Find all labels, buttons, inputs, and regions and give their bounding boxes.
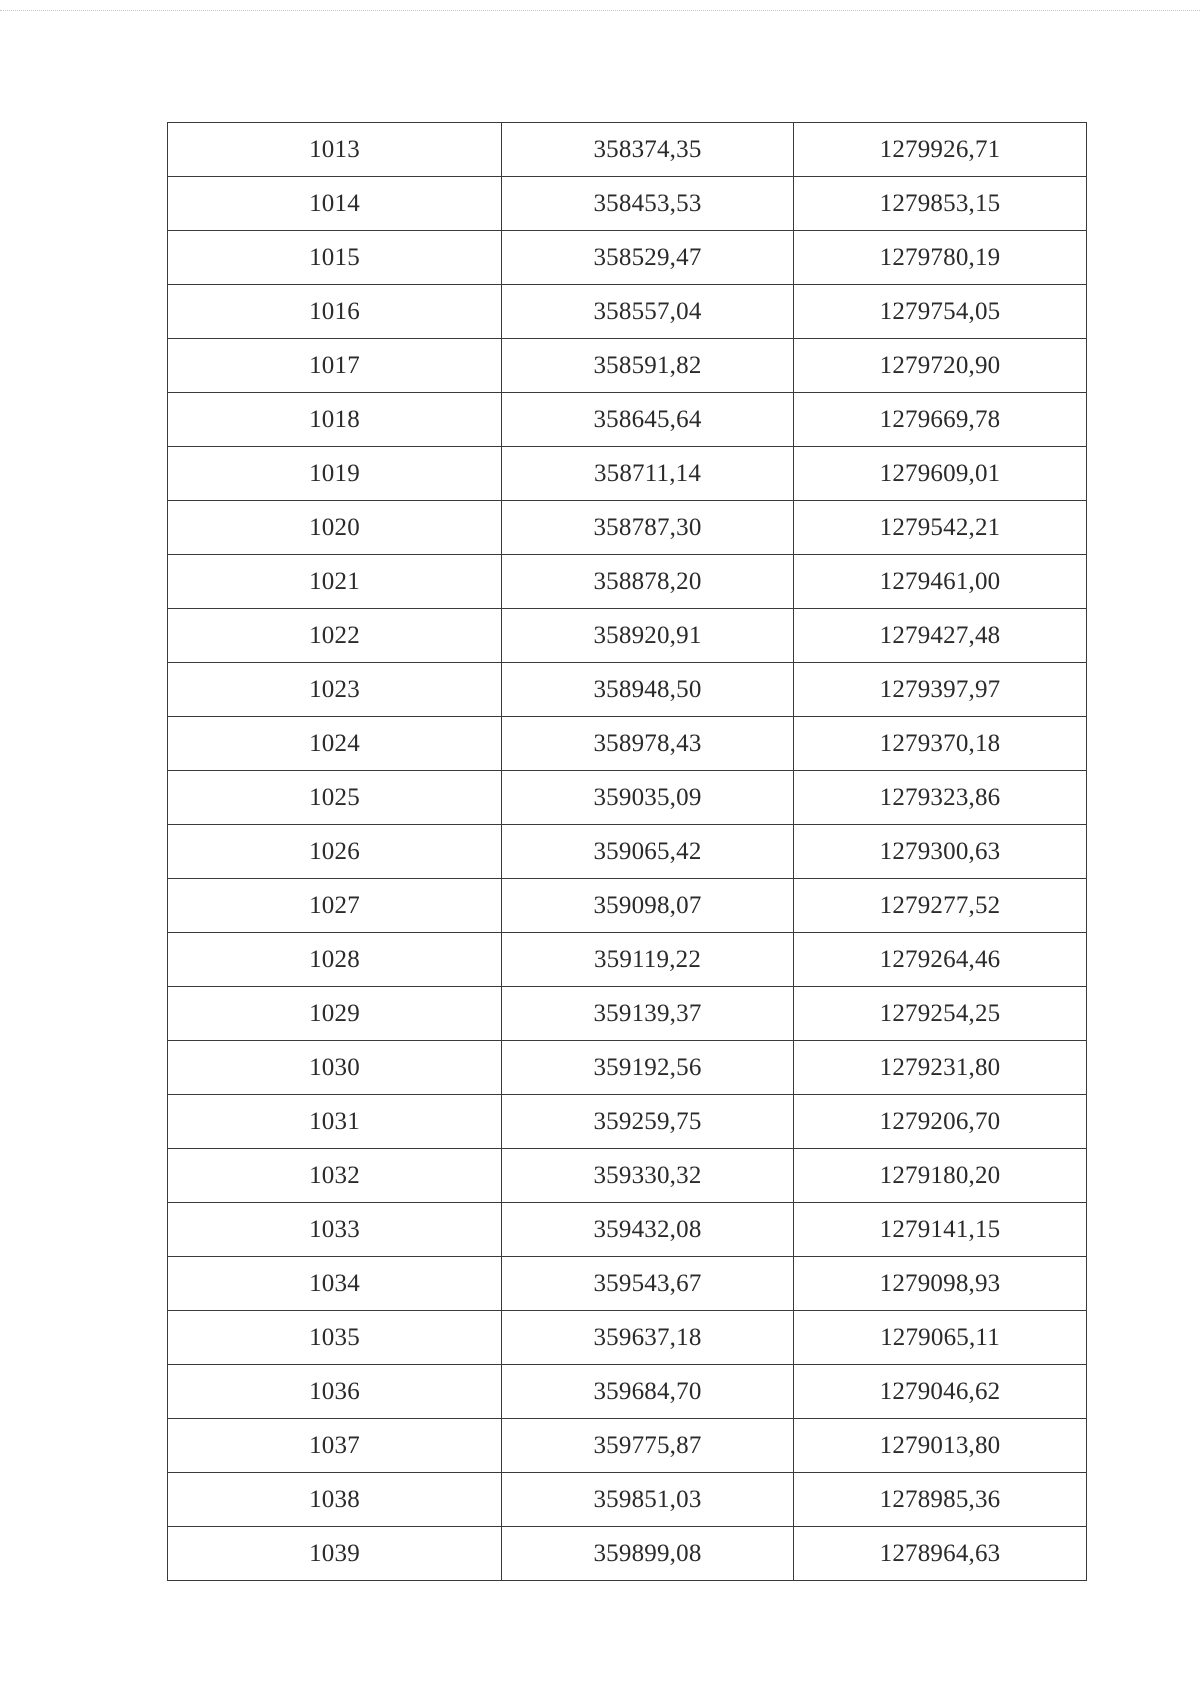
point-number-cell: 1014 [168,177,502,231]
y-coordinate-cell: 1279065,11 [794,1311,1087,1365]
point-number-cell: 1026 [168,825,502,879]
y-coordinate-cell: 1279669,78 [794,393,1087,447]
point-number-cell: 1039 [168,1527,502,1581]
point-number-cell: 1013 [168,123,502,177]
point-number-cell: 1038 [168,1473,502,1527]
point-number-cell: 1032 [168,1149,502,1203]
point-number-cell: 1030 [168,1041,502,1095]
x-coordinate-cell: 359432,08 [502,1203,794,1257]
table-row [168,879,1087,933]
y-coordinate-cell: 1279609,01 [794,447,1087,501]
point-number-cell: 1016 [168,285,502,339]
y-coordinate-cell: 1279206,70 [794,1095,1087,1149]
point-number-cell: 1031 [168,1095,502,1149]
table-row [168,609,1087,663]
x-coordinate-cell: 359259,75 [502,1095,794,1149]
table-row [168,1041,1087,1095]
y-coordinate-cell: 1279013,80 [794,1419,1087,1473]
x-coordinate-cell: 359065,42 [502,825,794,879]
y-coordinate-cell: 1279461,00 [794,555,1087,609]
x-coordinate-cell: 358453,53 [502,177,794,231]
table-row [168,555,1087,609]
x-coordinate-cell: 358591,82 [502,339,794,393]
table-row [168,1311,1087,1365]
point-number-cell: 1028 [168,933,502,987]
table-row [168,1419,1087,1473]
table-row [168,771,1087,825]
table-row [168,987,1087,1041]
table-row [168,825,1087,879]
x-coordinate-cell: 359119,22 [502,933,794,987]
point-number-cell: 1019 [168,447,502,501]
x-coordinate-cell: 358645,64 [502,393,794,447]
x-coordinate-cell: 359684,70 [502,1365,794,1419]
y-coordinate-cell: 1279542,21 [794,501,1087,555]
x-coordinate-cell: 359330,32 [502,1149,794,1203]
table-row [168,447,1087,501]
point-number-cell: 1020 [168,501,502,555]
table-row [168,231,1087,285]
point-number-cell: 1021 [168,555,502,609]
x-coordinate-cell: 358920,91 [502,609,794,663]
table-row [168,339,1087,393]
x-coordinate-cell: 359035,09 [502,771,794,825]
table-row [168,501,1087,555]
table-row [168,663,1087,717]
y-coordinate-cell: 1278985,36 [794,1473,1087,1527]
x-coordinate-cell: 359192,56 [502,1041,794,1095]
table-row [168,933,1087,987]
y-coordinate-cell: 1279780,19 [794,231,1087,285]
point-number-cell: 1034 [168,1257,502,1311]
table-row [168,1203,1087,1257]
point-number-cell: 1035 [168,1311,502,1365]
y-coordinate-cell: 1279254,25 [794,987,1087,1041]
coordinates-table [167,122,1087,1581]
y-coordinate-cell: 1279277,52 [794,879,1087,933]
point-number-cell: 1018 [168,393,502,447]
point-number-cell: 1022 [168,609,502,663]
y-coordinate-cell: 1278964,63 [794,1527,1087,1581]
point-number-cell: 1017 [168,339,502,393]
y-coordinate-cell: 1279300,63 [794,825,1087,879]
x-coordinate-cell: 359543,67 [502,1257,794,1311]
y-coordinate-cell: 1279323,86 [794,771,1087,825]
table-row [168,1257,1087,1311]
x-coordinate-cell: 358787,30 [502,501,794,555]
x-coordinate-cell: 359098,07 [502,879,794,933]
y-coordinate-cell: 1279231,80 [794,1041,1087,1095]
y-coordinate-cell: 1279098,93 [794,1257,1087,1311]
x-coordinate-cell: 358529,47 [502,231,794,285]
point-number-cell: 1024 [168,717,502,771]
table-row [168,1095,1087,1149]
y-coordinate-cell: 1279427,48 [794,609,1087,663]
x-coordinate-cell: 358948,50 [502,663,794,717]
x-coordinate-cell: 358878,20 [502,555,794,609]
x-coordinate-cell: 359775,87 [502,1419,794,1473]
y-coordinate-cell: 1279370,18 [794,717,1087,771]
x-coordinate-cell: 358557,04 [502,285,794,339]
table-row [168,393,1087,447]
x-coordinate-cell: 358978,43 [502,717,794,771]
coordinates-table-body [168,123,1087,1581]
x-coordinate-cell: 359851,03 [502,1473,794,1527]
point-number-cell: 1023 [168,663,502,717]
table-row [168,717,1087,771]
point-number-cell: 1025 [168,771,502,825]
point-number-cell: 1029 [168,987,502,1041]
table-row [168,1365,1087,1419]
table-row [168,285,1087,339]
scan-edge-line [0,10,1200,11]
table-row [168,1149,1087,1203]
point-number-cell: 1036 [168,1365,502,1419]
y-coordinate-cell: 1279720,90 [794,339,1087,393]
point-number-cell: 1015 [168,231,502,285]
table-row [168,1527,1087,1581]
y-coordinate-cell: 1279397,97 [794,663,1087,717]
y-coordinate-cell: 1279853,15 [794,177,1087,231]
y-coordinate-cell: 1279180,20 [794,1149,1087,1203]
point-number-cell: 1033 [168,1203,502,1257]
table-row [168,177,1087,231]
y-coordinate-cell: 1279754,05 [794,285,1087,339]
x-coordinate-cell: 358374,35 [502,123,794,177]
x-coordinate-cell: 359637,18 [502,1311,794,1365]
table-row [168,1473,1087,1527]
x-coordinate-cell: 359899,08 [502,1527,794,1581]
point-number-cell: 1037 [168,1419,502,1473]
y-coordinate-cell: 1279926,71 [794,123,1087,177]
y-coordinate-cell: 1279264,46 [794,933,1087,987]
point-number-cell: 1027 [168,879,502,933]
y-coordinate-cell: 1279046,62 [794,1365,1087,1419]
x-coordinate-cell: 359139,37 [502,987,794,1041]
y-coordinate-cell: 1279141,15 [794,1203,1087,1257]
x-coordinate-cell: 358711,14 [502,447,794,501]
table-row [168,123,1087,177]
